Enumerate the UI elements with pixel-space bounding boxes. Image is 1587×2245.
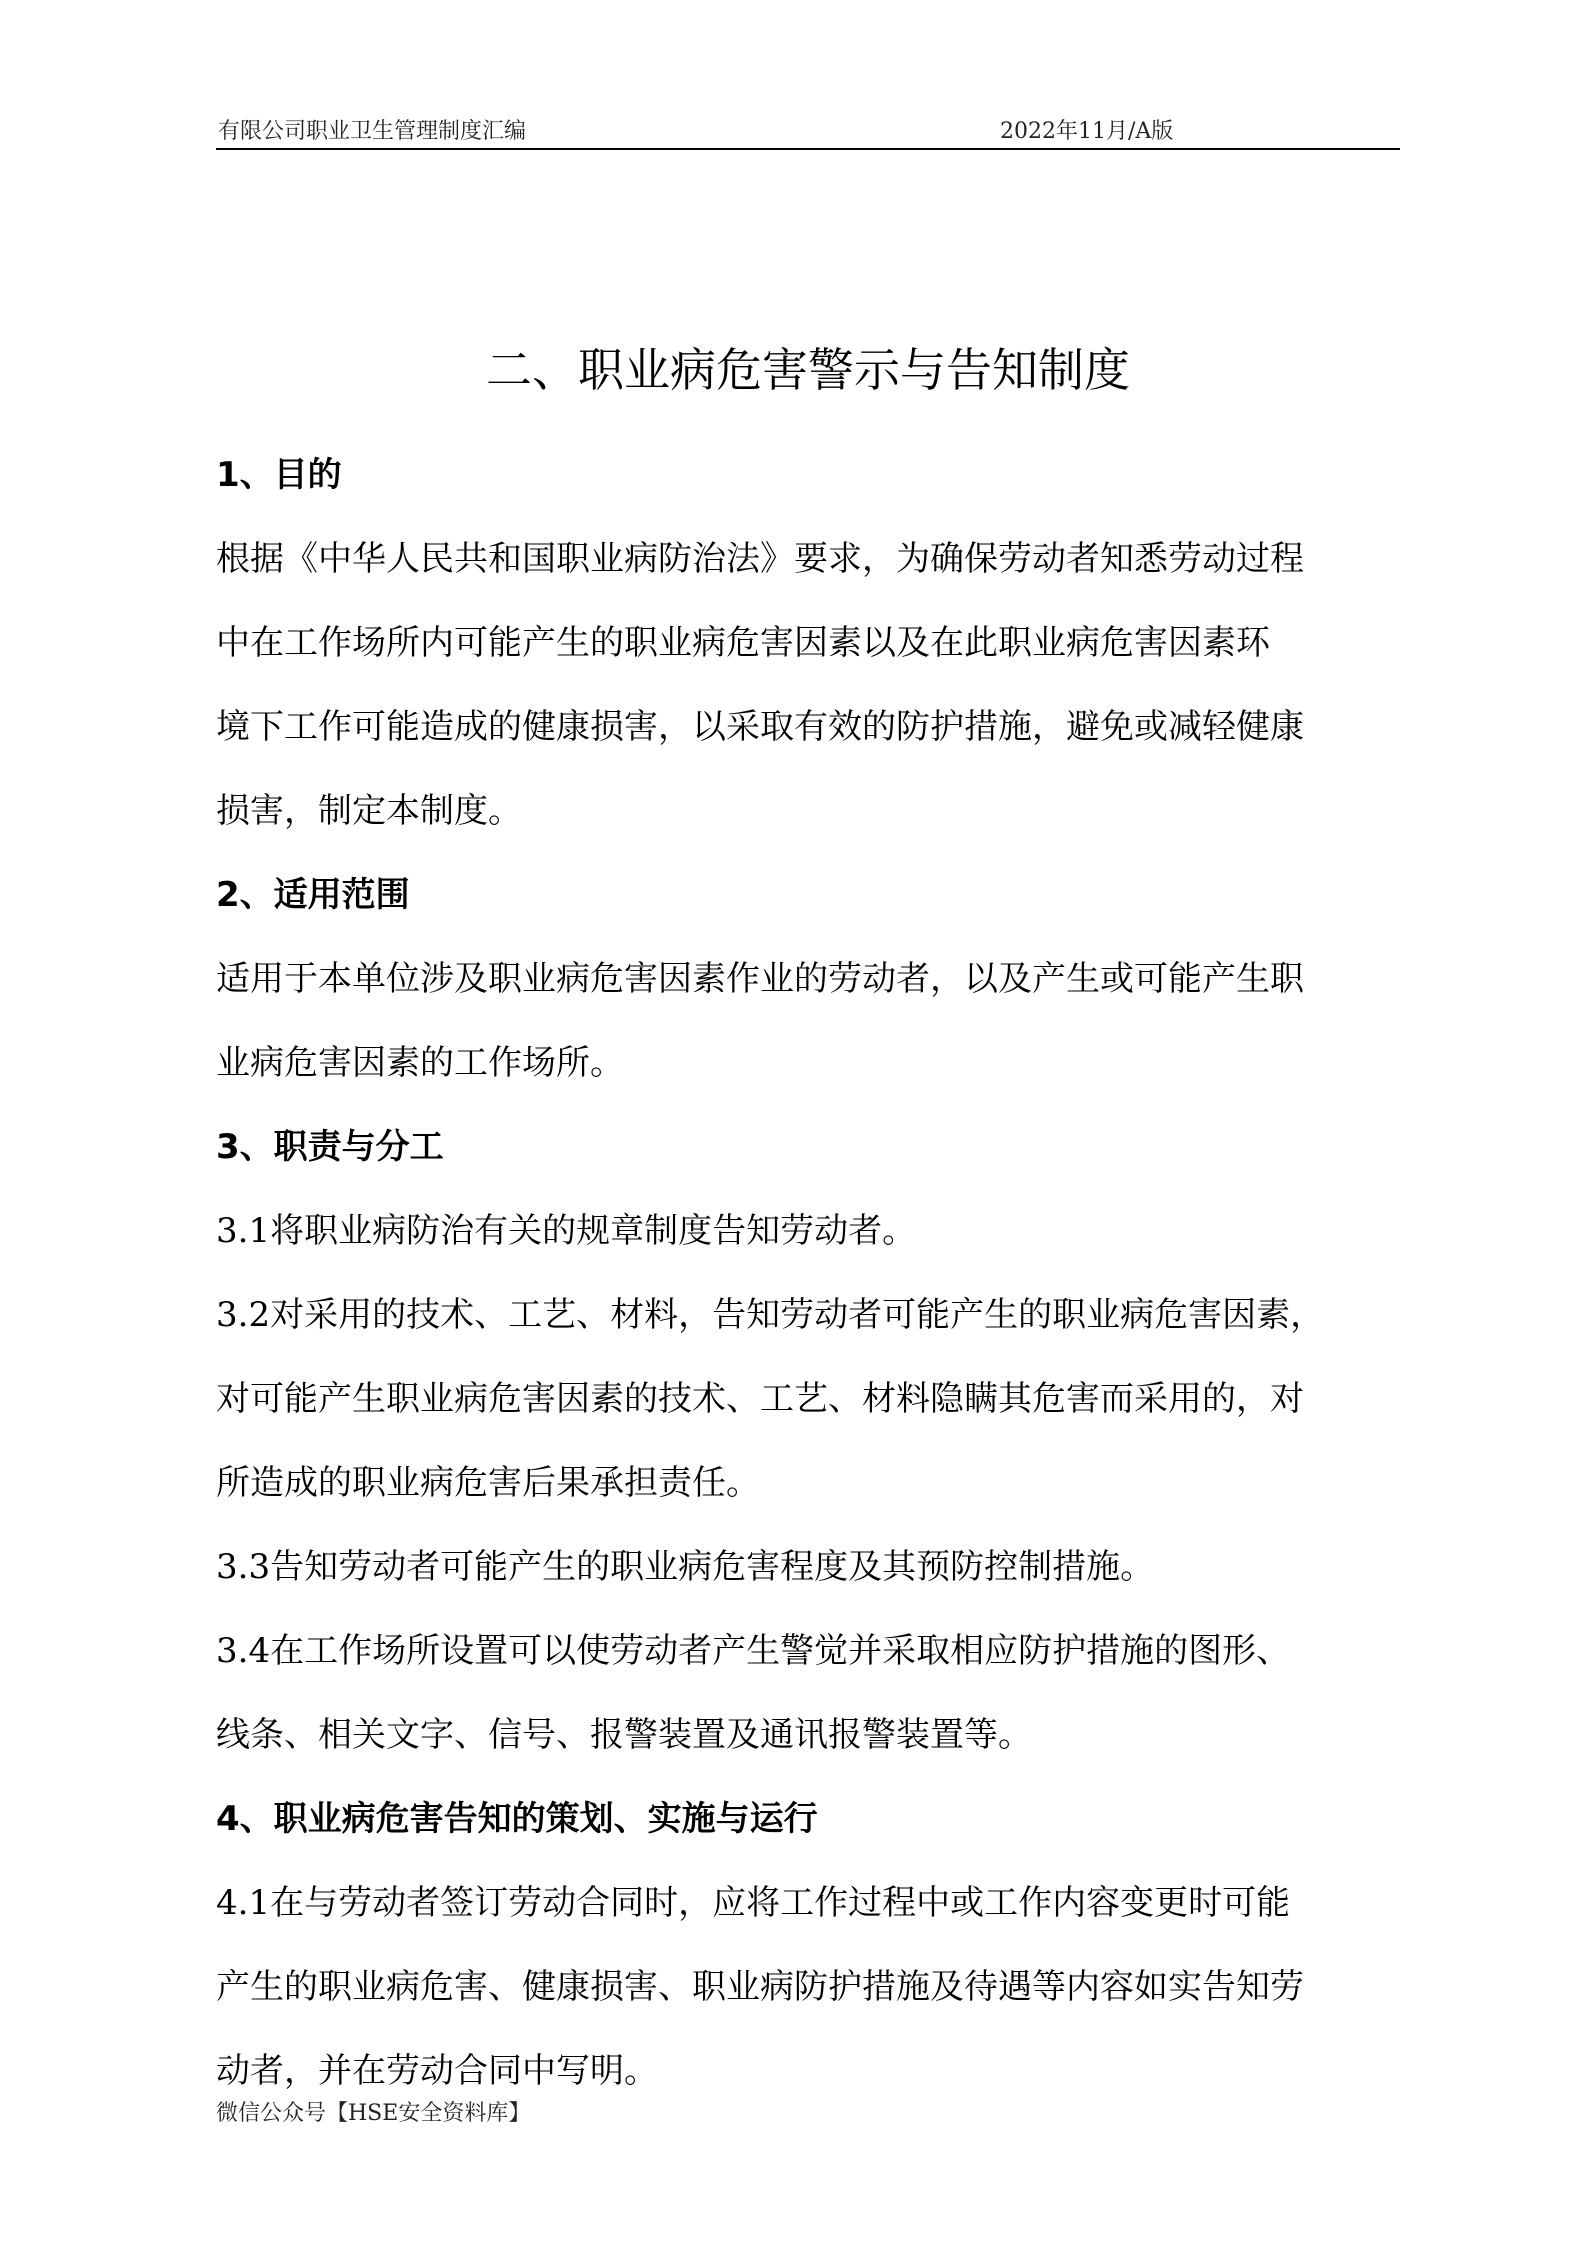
section-purpose [216, 433, 1400, 853]
section-heading: 2、适用范围 [216, 875, 410, 915]
text-line: 3.3告知劳动者可能产生的职业病危害程度及其预防控制措施。 [216, 1547, 1155, 1587]
document-body [216, 433, 1400, 2113]
paragraph [216, 517, 1400, 853]
paragraph [216, 937, 1400, 1105]
section-heading: 3、职责与分工 [216, 1127, 444, 1167]
text-line: 损害，制定本制度。 [216, 791, 522, 831]
text-line: 根据《中华人民共和国职业病防治法》要求，为确保劳动者知悉劳动过程 [216, 539, 1304, 579]
paragraph [216, 1273, 1400, 1525]
text-line: 境下工作可能造成的健康损害，以采取有效的防护措施，避免或减轻健康 [216, 707, 1304, 747]
text-line: 业病危害因素的工作场所。 [216, 1043, 624, 1083]
text-line: 3.1将职业病防治有关的规章制度告知劳动者。 [216, 1211, 917, 1251]
text-line: 4.1在与劳动者签订劳动合同时，应将工作过程中或工作内容变更时可能 [216, 1883, 1291, 1923]
text-line: 3.4在工作场所设置可以使劳动者产生警觉并采取相应防护措施的图形、 [216, 1631, 1291, 1671]
text-line: 所造成的职业病危害后果承担责任。 [216, 1463, 760, 1503]
page-header [216, 110, 1400, 150]
paragraph [216, 1525, 1400, 1609]
paragraph [216, 1861, 1400, 2113]
paragraph [216, 1609, 1400, 1777]
header-version-date: 2022年11月/A版 [1000, 119, 1174, 144]
text-line: 动者，并在劳动合同中写明。 [216, 2051, 658, 2091]
text-line: 产生的职业病危害、健康损害、职业病防护措施及待遇等内容如实告知劳 [216, 1967, 1304, 2007]
section-heading: 4、职业病危害告知的策划、实施与运行 [216, 1799, 818, 1839]
text-line: 线条、相关文字、信号、报警装置及通讯报警装置等。 [216, 1715, 1032, 1755]
text-line: 中在工作场所内可能产生的职业病危害因素以及在此职业病危害因素环 [216, 623, 1270, 663]
page-footer: 微信公众号【HSE安全资料库】 [216, 2101, 531, 2126]
header-document-name: 有限公司职业卫生管理制度汇编 [218, 119, 527, 144]
section-scope [216, 853, 1400, 1105]
text-line: 对可能产生职业病危害因素的技术、工艺、材料隐瞒其危害而采用的，对 [216, 1379, 1304, 1419]
page-title: 二、职业病危害警示与告知制度 [486, 343, 1130, 397]
text-line: 适用于本单位涉及职业病危害因素作业的劳动者，以及产生或可能产生职 [216, 959, 1304, 999]
paragraph [216, 1189, 1400, 1273]
section-responsibilities [216, 1105, 1400, 1777]
text-line: 3.2对采用的技术、工艺、材料，告知劳动者可能产生的职业病危害因素， [216, 1295, 1325, 1335]
section-notification-planning [216, 1777, 1400, 2113]
section-heading: 1、目的 [216, 455, 342, 495]
